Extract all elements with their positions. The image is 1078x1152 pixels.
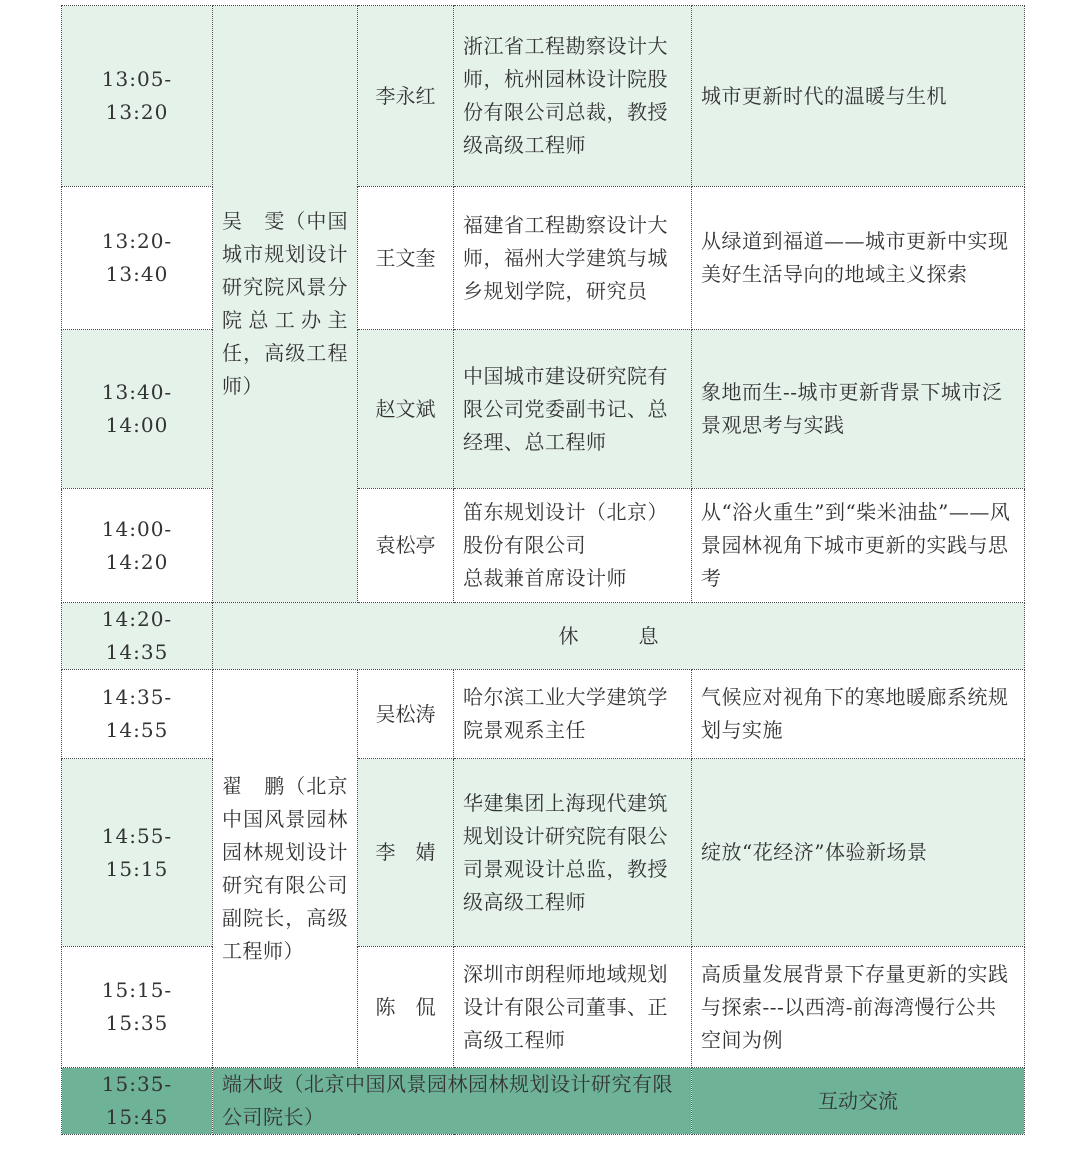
- table-row: [62, 6, 1025, 187]
- speaker-cell: 陈 侃: [358, 947, 454, 1068]
- organization-line: 笛东规划设计（北京）: [463, 500, 668, 524]
- topic-cell: 气候应对视角下的寒地暖廊系统规划与实施: [692, 670, 1025, 759]
- closing-row: [62, 1068, 1025, 1135]
- table-row: [62, 187, 1025, 330]
- chair-cell: 翟 鹏（北京中国风景园林园林规划设计研究有限公司副院长，高级工程师）: [213, 670, 358, 1068]
- time-cell: 14:35-14:55: [62, 670, 213, 759]
- topic-cell: 绽放“花经济”体验新场景: [692, 759, 1025, 947]
- topic-cell: 从绿道到福道——城市更新中实现美好生活导向的地域主义探索: [692, 187, 1025, 330]
- speaker-cell: 王文奎: [358, 187, 454, 330]
- schedule-table: [61, 5, 1025, 1135]
- speaker-cell: 袁松亭: [358, 489, 454, 603]
- speaker-cell: 李 婧: [358, 759, 454, 947]
- topic-cell: 城市更新时代的温暖与生机: [692, 6, 1025, 187]
- table-row: [62, 489, 1025, 603]
- organization-cell: 哈尔滨工业大学建筑学院景观系主任: [454, 670, 692, 759]
- topic-cell: 从“浴火重生”到“柴米油盐”——风景园林视角下城市更新的实践与思考: [692, 489, 1025, 603]
- break-row: [62, 603, 1025, 670]
- time-cell: 15:15-15:35: [62, 947, 213, 1068]
- break-time-cell: 14:20-14:35: [62, 603, 213, 670]
- closing-host-cell: 端木岐（北京中国风景园林园林规划设计研究有限公司院长）: [213, 1068, 692, 1135]
- time-cell: 14:00-14:20: [62, 489, 213, 603]
- organization-line: 总裁兼首席设计师: [463, 566, 627, 590]
- time-cell: 14:55-15:15: [62, 759, 213, 947]
- table-row: [62, 759, 1025, 947]
- topic-cell: 象地而生--城市更新背景下城市泛景观思考与实践: [692, 330, 1025, 489]
- organization-cell: 福建省工程勘察设计大师，福州大学建筑与城乡规划学院，研究员: [454, 187, 692, 330]
- organization-cell: 浙江省工程勘察设计大师，杭州园林设计院股份有限公司总裁，教授级高级工程师: [454, 6, 692, 187]
- speaker-cell: 赵文斌: [358, 330, 454, 489]
- table-row: [62, 947, 1025, 1068]
- organization-cell: [454, 489, 692, 603]
- speaker-cell: 吴松涛: [358, 670, 454, 759]
- break-label-cell: [213, 603, 1025, 670]
- speaker-cell: 李永红: [358, 6, 454, 187]
- chair-cell: 吴 雯（中国城市规划设计研究院风景分院总工办主任，高级工程师）: [213, 6, 358, 603]
- organization-cell: 华建集团上海现代建筑规划设计研究院有限公司景观设计总监，教授级高级工程师: [454, 759, 692, 947]
- break-label: 休 息: [558, 623, 679, 648]
- topic-cell: 高质量发展背景下存量更新的实践与探索---以西湾-前海湾慢行公共空间为例: [692, 947, 1025, 1068]
- time-cell: 13:40-14:00: [62, 330, 213, 489]
- organization-cell: 深圳市朗程师地域规划设计有限公司董事、正高级工程师: [454, 947, 692, 1068]
- table-row: [62, 330, 1025, 489]
- table-row: [62, 670, 1025, 759]
- time-cell: 13:05-13:20: [62, 6, 213, 187]
- closing-time-cell: 15:35-15:45: [62, 1068, 213, 1135]
- time-cell: 13:20-13:40: [62, 187, 213, 330]
- organization-cell: 中国城市建设研究院有限公司党委副书记、总经理、总工程师: [454, 330, 692, 489]
- organization-line: 股份有限公司: [463, 533, 586, 557]
- closing-label-cell: 互动交流: [692, 1068, 1025, 1135]
